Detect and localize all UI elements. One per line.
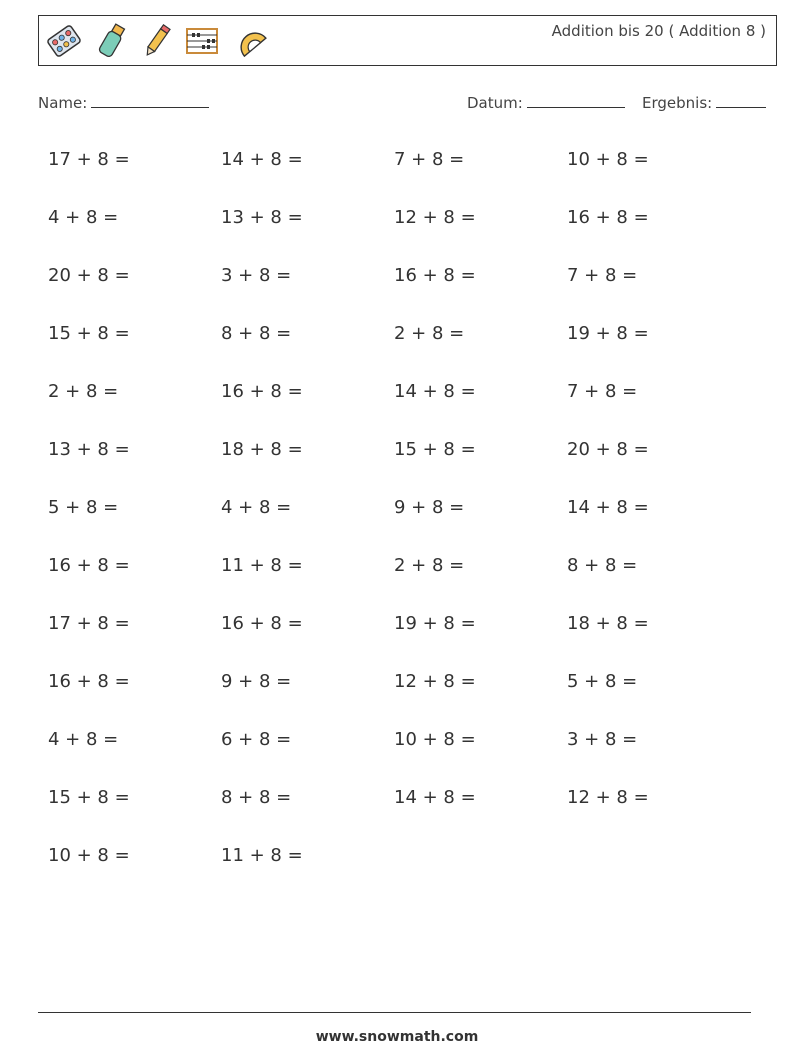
problem-item: 16 + 8 = — [567, 207, 649, 228]
date-blank — [527, 93, 625, 108]
problem-item: 15 + 8 = — [48, 787, 130, 808]
problem-item: 14 + 8 = — [221, 149, 303, 170]
problem-item: 5 + 8 = — [567, 671, 638, 692]
problem-item: 16 + 8 = — [394, 265, 476, 286]
date-label: Datum: — [467, 94, 523, 112]
problem-item: 13 + 8 = — [221, 207, 303, 228]
problem-item: 16 + 8 = — [221, 381, 303, 402]
problem-item: 11 + 8 = — [221, 555, 303, 576]
name-blank — [91, 93, 209, 108]
date-field — [467, 93, 625, 112]
footer-url: www.snowmath.com — [315, 1029, 479, 1045]
problem-item: 10 + 8 = — [394, 729, 476, 750]
problem-item: 6 + 8 = — [221, 729, 292, 750]
problem-item: 17 + 8 = — [48, 149, 130, 170]
worksheet-header — [38, 15, 777, 66]
problem-item: 16 + 8 = — [48, 555, 130, 576]
protractor-icon — [232, 21, 268, 61]
problem-item: 16 + 8 = — [48, 671, 130, 692]
problem-item: 19 + 8 = — [567, 323, 649, 344]
worksheet-title: Addition bis 20 ( Addition 8 ) — [551, 22, 766, 40]
problem-item: 9 + 8 = — [221, 671, 292, 692]
problem-item: 15 + 8 = — [394, 439, 476, 460]
problem-item: 8 + 8 = — [567, 555, 638, 576]
problem-item: 8 + 8 = — [221, 787, 292, 808]
abacus-icon — [184, 21, 220, 61]
problem-item: 5 + 8 = — [48, 497, 119, 518]
problem-item: 11 + 8 = — [221, 845, 303, 866]
problem-item: 10 + 8 = — [48, 845, 130, 866]
problem-item: 4 + 8 = — [48, 729, 119, 750]
problem-item: 4 + 8 = — [48, 207, 119, 228]
problem-item: 7 + 8 = — [394, 149, 465, 170]
problem-item: 7 + 8 = — [567, 381, 638, 402]
problem-item: 13 + 8 = — [48, 439, 130, 460]
footer-divider — [38, 1012, 751, 1013]
problem-item: 4 + 8 = — [221, 497, 292, 518]
problem-item: 3 + 8 = — [567, 729, 638, 750]
pencil-icon — [142, 21, 172, 61]
highlighter-icon — [96, 21, 130, 61]
problem-item: 15 + 8 = — [48, 323, 130, 344]
problem-item: 19 + 8 = — [394, 613, 476, 634]
problem-item: 10 + 8 = — [567, 149, 649, 170]
paint-palette-icon — [44, 21, 84, 61]
problem-item: 14 + 8 = — [394, 381, 476, 402]
result-label: Ergebnis: — [642, 94, 713, 112]
name-field — [38, 93, 209, 112]
name-label: Name: — [38, 94, 88, 112]
result-blank — [716, 93, 766, 108]
problem-item: 18 + 8 = — [567, 613, 649, 634]
problem-item: 12 + 8 = — [567, 787, 649, 808]
problem-item: 14 + 8 = — [394, 787, 476, 808]
problem-item: 12 + 8 = — [394, 207, 476, 228]
problem-item: 20 + 8 = — [567, 439, 649, 460]
problem-item: 2 + 8 = — [394, 555, 465, 576]
problem-item: 14 + 8 = — [567, 497, 649, 518]
problem-item: 8 + 8 = — [221, 323, 292, 344]
problem-item: 2 + 8 = — [48, 381, 119, 402]
problem-item: 7 + 8 = — [567, 265, 638, 286]
problem-item: 3 + 8 = — [221, 265, 292, 286]
problem-item: 20 + 8 = — [48, 265, 130, 286]
problem-item: 16 + 8 = — [221, 613, 303, 634]
problem-item: 9 + 8 = — [394, 497, 465, 518]
problem-item: 17 + 8 = — [48, 613, 130, 634]
problem-item: 18 + 8 = — [221, 439, 303, 460]
problem-item: 2 + 8 = — [394, 323, 465, 344]
result-field — [642, 93, 766, 112]
header-icons — [44, 21, 268, 61]
problem-item: 12 + 8 = — [394, 671, 476, 692]
